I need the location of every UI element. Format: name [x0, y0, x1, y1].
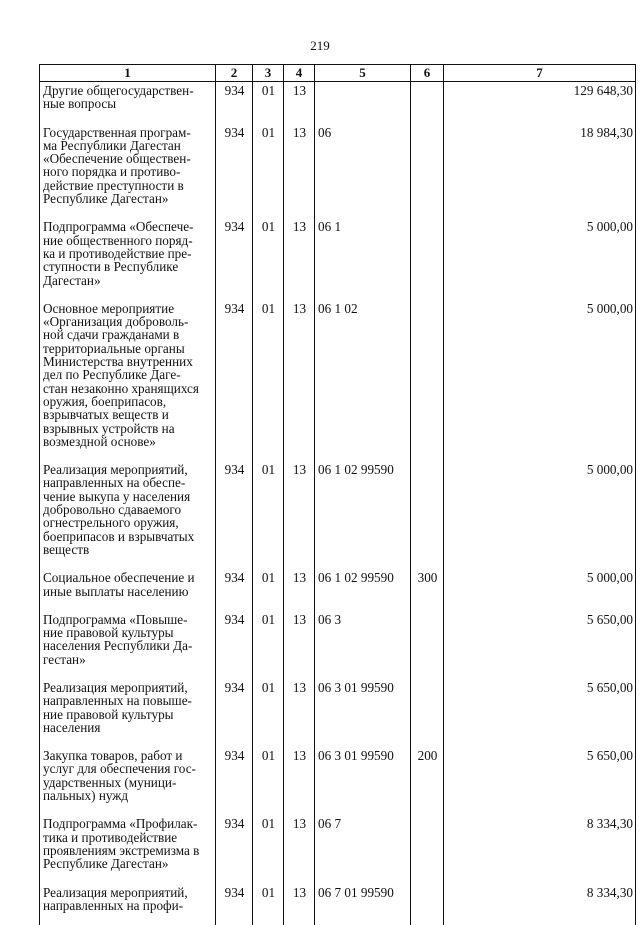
row-code-4: 13 — [284, 884, 315, 925]
table-row — [40, 300, 636, 461]
row-code-6: 200 — [411, 747, 444, 815]
row-code-5: 06 — [315, 124, 411, 219]
row-code-2: 934 — [216, 679, 253, 747]
row-description: Реализация мероприятий, направленных на повыше- ние правовой культуры населения — [40, 679, 216, 747]
row-code-4: 13 — [284, 747, 315, 815]
row-code-3: 01 — [253, 747, 284, 815]
row-code-6 — [411, 218, 444, 299]
row-code-5: 06 3 01 99590 — [315, 679, 411, 747]
row-code-6 — [411, 300, 444, 461]
row-code-4: 13 — [284, 82, 315, 124]
row-code-3: 01 — [253, 218, 284, 299]
row-code-3: 01 — [253, 300, 284, 461]
row-code-5: 06 1 02 99590 — [315, 461, 411, 569]
row-code-2: 934 — [216, 461, 253, 569]
row-code-3: 01 — [253, 461, 284, 569]
row-amount: 5 000,00 — [444, 300, 636, 461]
row-description: Подпрограмма «Обеспече- ние общественного поряд- ка и противодействие пре- ступности в Республике Дагестан» — [40, 218, 216, 299]
row-code-3: 01 — [253, 611, 284, 679]
row-code-2: 934 — [216, 300, 253, 461]
row-code-6 — [411, 884, 444, 925]
row-code-6 — [411, 679, 444, 747]
row-code-3: 01 — [253, 82, 284, 124]
row-code-4: 13 — [284, 124, 315, 219]
row-amount: 129 648,30 — [444, 82, 636, 124]
row-amount: 5 650,00 — [444, 747, 636, 815]
row-code-6 — [411, 611, 444, 679]
row-code-4: 13 — [284, 815, 315, 883]
row-amount: 5 000,00 — [444, 569, 636, 611]
row-description: Другие общегосударствен- ные вопросы — [40, 82, 216, 124]
row-code-2: 934 — [216, 611, 253, 679]
row-code-2: 934 — [216, 569, 253, 611]
row-code-5: 06 1 02 99590 — [315, 569, 411, 611]
table-row — [40, 679, 636, 747]
table-row — [40, 461, 636, 569]
row-code-3: 01 — [253, 679, 284, 747]
row-code-3: 01 — [253, 124, 284, 219]
row-code-6 — [411, 461, 444, 569]
budget-table — [39, 64, 636, 925]
row-description: Закупка товаров, работ и услуг для обеспечения гос- ударственных (муници- пальных) нужд — [40, 747, 216, 815]
row-amount: 5 000,00 — [444, 218, 636, 299]
table-row — [40, 815, 636, 883]
table-row — [40, 884, 636, 925]
header-row — [40, 65, 636, 82]
table-row — [40, 218, 636, 299]
row-code-2: 934 — [216, 815, 253, 883]
row-code-4: 13 — [284, 569, 315, 611]
row-code-4: 13 — [284, 611, 315, 679]
row-description: Реализация мероприятий, направленных на обеспе- чение выкупа у населения добровольно сдаваемого огнестрельного оружия, боеприпасов и взрывчатых веществ — [40, 461, 216, 569]
row-amount: 5 000,00 — [444, 461, 636, 569]
row-description: Реализация мероприятий, направленных на профи- — [40, 884, 216, 925]
row-description: Подпрограмма «Повыше- ние правовой культуры населения Республики Да- гестан» — [40, 611, 216, 679]
row-code-6: 300 — [411, 569, 444, 611]
row-amount: 18 984,30 — [444, 124, 636, 219]
row-code-4: 13 — [284, 218, 315, 299]
row-amount: 5 650,00 — [444, 679, 636, 747]
table-row — [40, 611, 636, 679]
row-amount: 8 334,30 — [444, 815, 636, 883]
header-cell: 2 — [216, 65, 253, 82]
row-code-2: 934 — [216, 747, 253, 815]
header-cell: 6 — [411, 65, 444, 82]
page-number: 219 — [310, 38, 330, 53]
header-cell: 4 — [284, 65, 315, 82]
row-code-3: 01 — [253, 569, 284, 611]
row-code-6 — [411, 82, 444, 124]
row-code-5: 06 3 01 99590 — [315, 747, 411, 815]
row-code-5: 06 3 — [315, 611, 411, 679]
row-code-3: 01 — [253, 884, 284, 925]
table-row — [40, 569, 636, 611]
row-description: Подпрограмма «Профилак- тика и противодействие проявлениям экстремизма в Республике Дагестан» — [40, 815, 216, 883]
row-code-2: 934 — [216, 124, 253, 219]
row-code-6 — [411, 124, 444, 219]
row-code-3: 01 — [253, 815, 284, 883]
table-row — [40, 124, 636, 219]
header-cell: 1 — [40, 65, 216, 82]
row-amount: 8 334,30 — [444, 884, 636, 925]
row-code-4: 13 — [284, 679, 315, 747]
row-code-4: 13 — [284, 300, 315, 461]
header-cell: 7 — [444, 65, 636, 82]
row-code-5 — [315, 82, 411, 124]
row-code-2: 934 — [216, 82, 253, 124]
header-cell: 3 — [253, 65, 284, 82]
row-code-4: 13 — [284, 461, 315, 569]
row-code-5: 06 1 02 — [315, 300, 411, 461]
row-code-5: 06 7 — [315, 815, 411, 883]
header-cell: 5 — [315, 65, 411, 82]
row-code-5: 06 7 01 99590 — [315, 884, 411, 925]
row-description: Социальное обеспечение и иные выплаты населению — [40, 569, 216, 611]
row-code-6 — [411, 815, 444, 883]
row-amount: 5 650,00 — [444, 611, 636, 679]
table-row — [40, 747, 636, 815]
row-code-2: 934 — [216, 218, 253, 299]
table-row — [40, 82, 636, 124]
row-code-5: 06 1 — [315, 218, 411, 299]
row-code-2: 934 — [216, 884, 253, 925]
row-description: Основное мероприятие «Организация доброволь- ной сдачи гражданами в территориальные органы Министерства внутренних дел по Республике Даге- стан незаконно хранящихся оружия, боеприпасов, взрывчатых веществ и взрывных устройств на возмездной основе» — [40, 300, 216, 461]
row-description: Государственная програм- ма Республики Дагестан «Обеспечение обществен- ного порядка и противо- действие преступности в Республике Дагестан» — [40, 124, 216, 219]
